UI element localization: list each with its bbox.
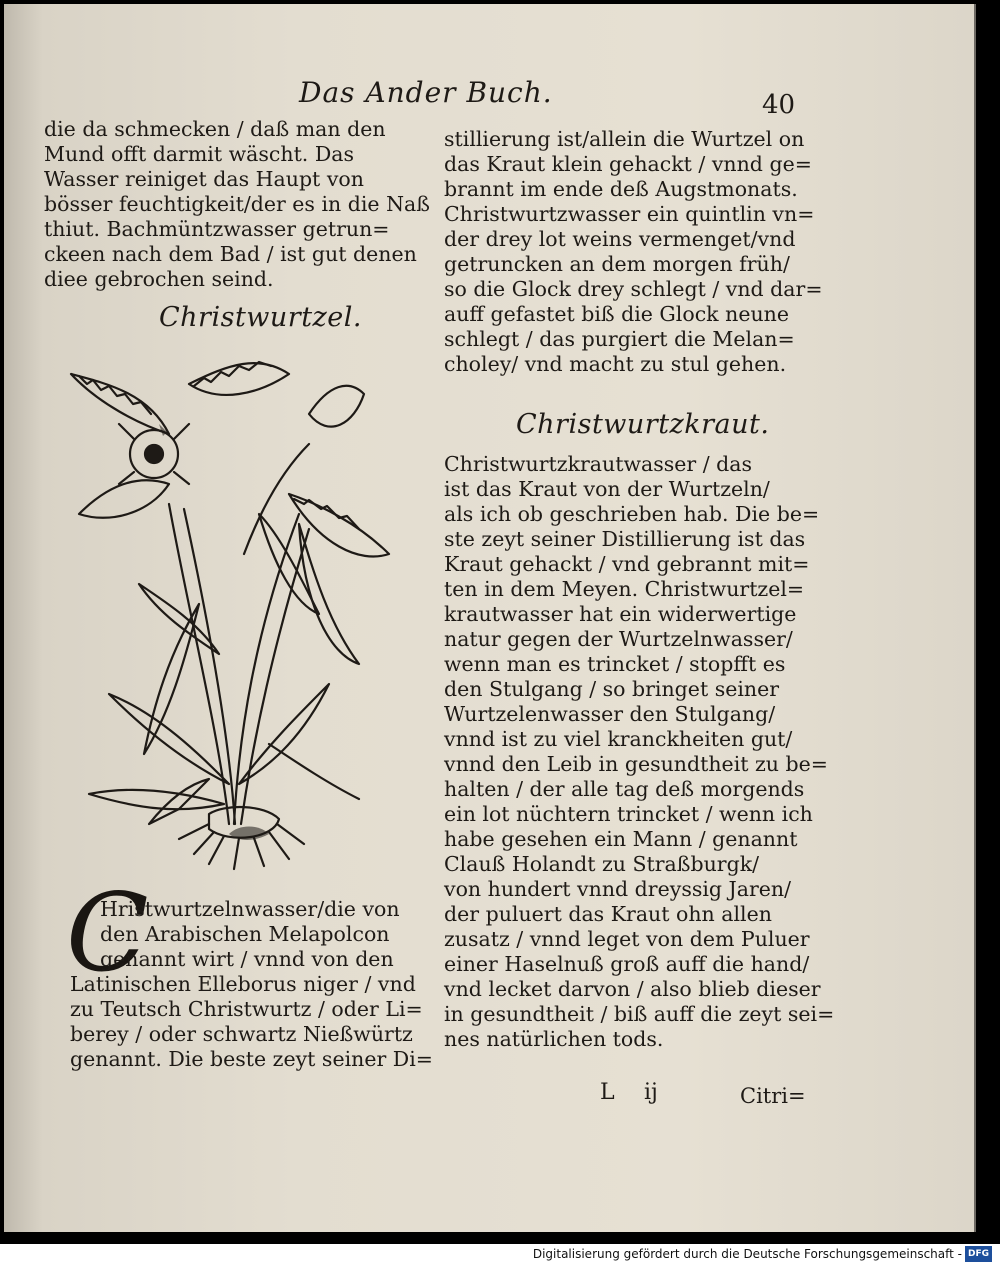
catchword: Citri= [740, 1084, 806, 1108]
text-line: brannt im ende deß Augstmonats. [444, 177, 798, 201]
dfg-logo-icon[interactable]: DFG [965, 1246, 992, 1262]
text-line: den Arabischen Melapolcon [100, 922, 390, 946]
text-line: Mund offt darmit wäscht. Das [44, 142, 355, 166]
text-line: krautwasser hat ein widerwertige [444, 602, 797, 626]
text-line: das Kraut klein gehackt / vnnd ge= [444, 152, 812, 176]
left-column-text [44, 117, 430, 292]
text-line: vnnd ist zu viel kranckheiten gut/ [444, 727, 793, 751]
decorated-initial: C [66, 871, 149, 996]
text-line: Christwurtzwasser ein quintlin vn= [444, 202, 815, 226]
text-line: vnnd den Leib in gesundtheit zu be= [444, 752, 828, 776]
folio-number: 40 [762, 90, 796, 120]
text-line: nes natürlichen tods. [444, 1027, 664, 1051]
text-line: genannt. Die beste zeyt seiner Di= [70, 1047, 433, 1071]
text-line: Kraut gehackt / vnd gebrannt mit= [444, 552, 810, 576]
text-line: in gesundtheit / biß auff die zeyt sei= [444, 1002, 835, 1026]
text-line: als ich ob geschrieben hab. Die be= [444, 502, 820, 526]
text-line: den Stulgang / so bringet seiner [444, 677, 780, 701]
text-line: wenn man es trincket / stopfft es [444, 652, 786, 676]
text-line: natur gegen der Wurtzelnwasser/ [444, 627, 793, 651]
plant-woodcut-illustration [59, 354, 429, 879]
text-line: ten in dem Meyen. Christwurtzel= [444, 577, 805, 601]
footer-bar [0, 1244, 1000, 1265]
funding-notice: Digitalisierung gefördert durch die Deutsche Forschungsgemeinschaft - [532, 1247, 962, 1261]
running-head: Das Ander Buch. [299, 76, 553, 109]
text-line: die da schmecken / daß man den [44, 117, 386, 141]
text-line: zu Teutsch Christwurtz / oder Li= [70, 997, 423, 1021]
text-line: halten / der alle tag deß morgends [444, 777, 805, 801]
right-column-top-text [444, 127, 823, 377]
section-heading: Christwurtzel. [159, 302, 362, 333]
text-line: genannt wirt / vnnd von den [100, 947, 394, 971]
text-line: berey / oder schwartz Nießwürtz [70, 1022, 413, 1046]
bottom-left-text [70, 897, 433, 1072]
text-line: habe gesehen ein Mann / genannt [444, 827, 798, 851]
text-line: zusatz / vnnd leget von dem Puluer [444, 927, 810, 951]
text-line: thiut. Bachmüntzwasser getrun= [44, 217, 390, 241]
signature-mark: L [600, 1080, 615, 1105]
text-line: choley/ vnd macht zu stul gehen. [444, 352, 787, 376]
book-page [4, 4, 976, 1232]
text-line: schlegt / das purgiert die Melan= [444, 327, 795, 351]
text-line: Clauß Holandt zu Straßburgk/ [444, 852, 760, 876]
text-line: getruncken an dem morgen früh/ [444, 252, 790, 276]
text-line: ist das Kraut von der Wurtzeln/ [444, 477, 770, 501]
text-line: einer Haselnuß groß auff die hand/ [444, 952, 810, 976]
text-line: Christwurtzkrautwasser / das [444, 452, 753, 476]
text-line: so die Glock drey schlegt / vnd dar= [444, 277, 823, 301]
text-line: ein lot nüchtern trincket / wenn ich [444, 802, 813, 826]
text-line: bösser feuchtigkeit/der es in die Naß [44, 192, 430, 216]
section-heading: Christwurtzkraut. [516, 409, 770, 440]
text-line: stillierung ist/allein die Wurtzel on [444, 127, 805, 151]
text-line: diee gebrochen seind. [44, 267, 274, 291]
text-line: auff gefastet biß die Glock neune [444, 302, 789, 326]
text-line: vnd lecket darvon / also blieb dieser [444, 977, 821, 1001]
text-line: Wurtzelenwasser den Stulgang/ [444, 702, 776, 726]
text-line: ste zeyt seiner Distillierung ist das [444, 527, 806, 551]
text-line: der puluert das Kraut ohn allen [444, 902, 772, 926]
right-column-text [444, 452, 835, 1052]
text-line: der drey lot weins vermenget/vnd [444, 227, 796, 251]
text-line: Latinischen Elleborus niger / vnd [70, 972, 416, 996]
text-line: Wasser reiniget das Haupt von [44, 167, 364, 191]
text-line: Hristwurtzelnwasser/die von [100, 897, 400, 921]
text-line: von hundert vnnd dreyssig Jaren/ [444, 877, 792, 901]
signature-number: ij [644, 1080, 658, 1105]
text-line: ckeen nach dem Bad / ist gut denen [44, 242, 417, 266]
